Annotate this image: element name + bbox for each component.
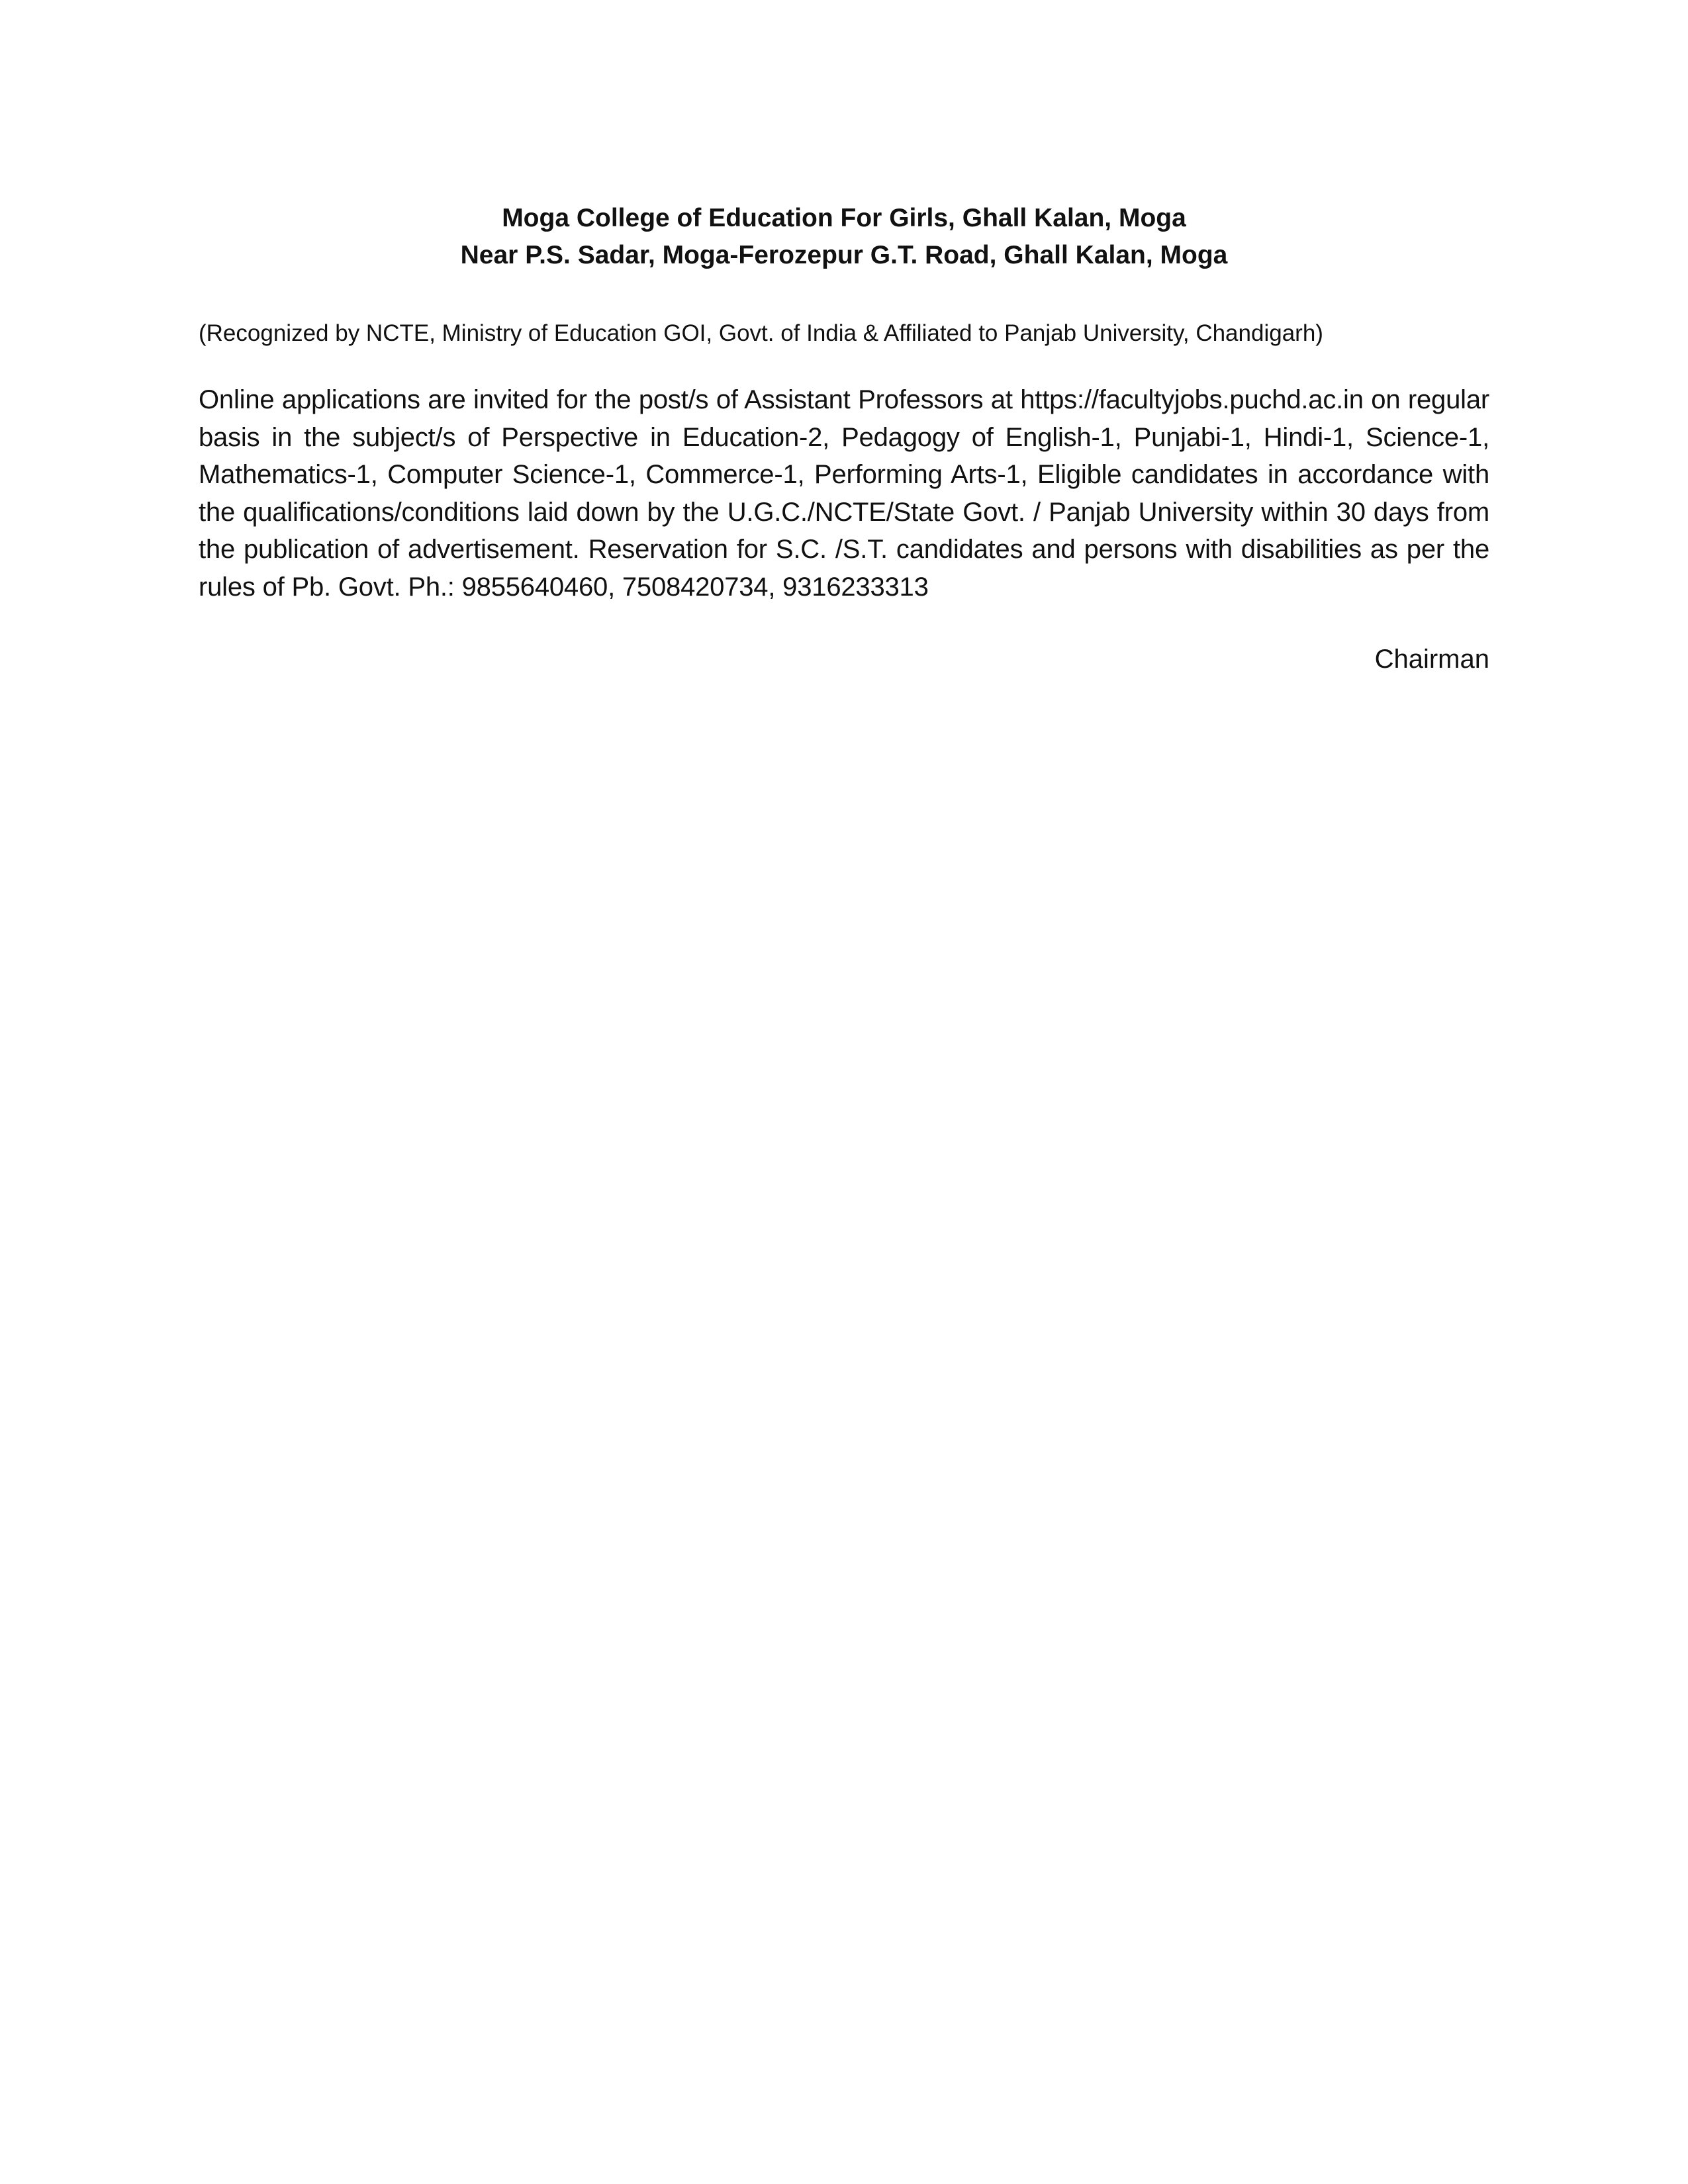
- college-address: Near P.S. Sadar, Moga-Ferozepur G.T. Road, Ghall Kalan, Moga: [460, 241, 1228, 269]
- document-header: [199, 200, 1489, 274]
- college-name: Moga College of Education For Girls, Ghall Kalan, Moga: [502, 204, 1186, 232]
- recognition-note: (Recognized by NCTE, Ministry of Education GOI, Govt. of India & Affiliated to Panjab University, Chandigarh): [199, 320, 1323, 346]
- advertisement-body: Online applications are invited for the post/s of Assistant Professors at https://facultyjobs.puchd.ac.in on regular basis in the subject/s of Perspective in Education-2, Pedagogy of English-1, Punjabi-1, Hindi-1, Science-1, Mathematics-1, Computer Science-1, Commerce-1, Performing Arts-1, Eligible candidates in accordance with the qualifications/conditions laid down by the U.G.C./NCTE/State Govt. / Panjab University within 30 days from the publication of advertisement. Reservation for S.C. /S.T. candidates and persons with disabilities as per the rules of Pb. Govt. Ph.: 9855640460, 7508420734, 9316233313: [199, 385, 1489, 602]
- signature: Chairman: [1374, 645, 1489, 674]
